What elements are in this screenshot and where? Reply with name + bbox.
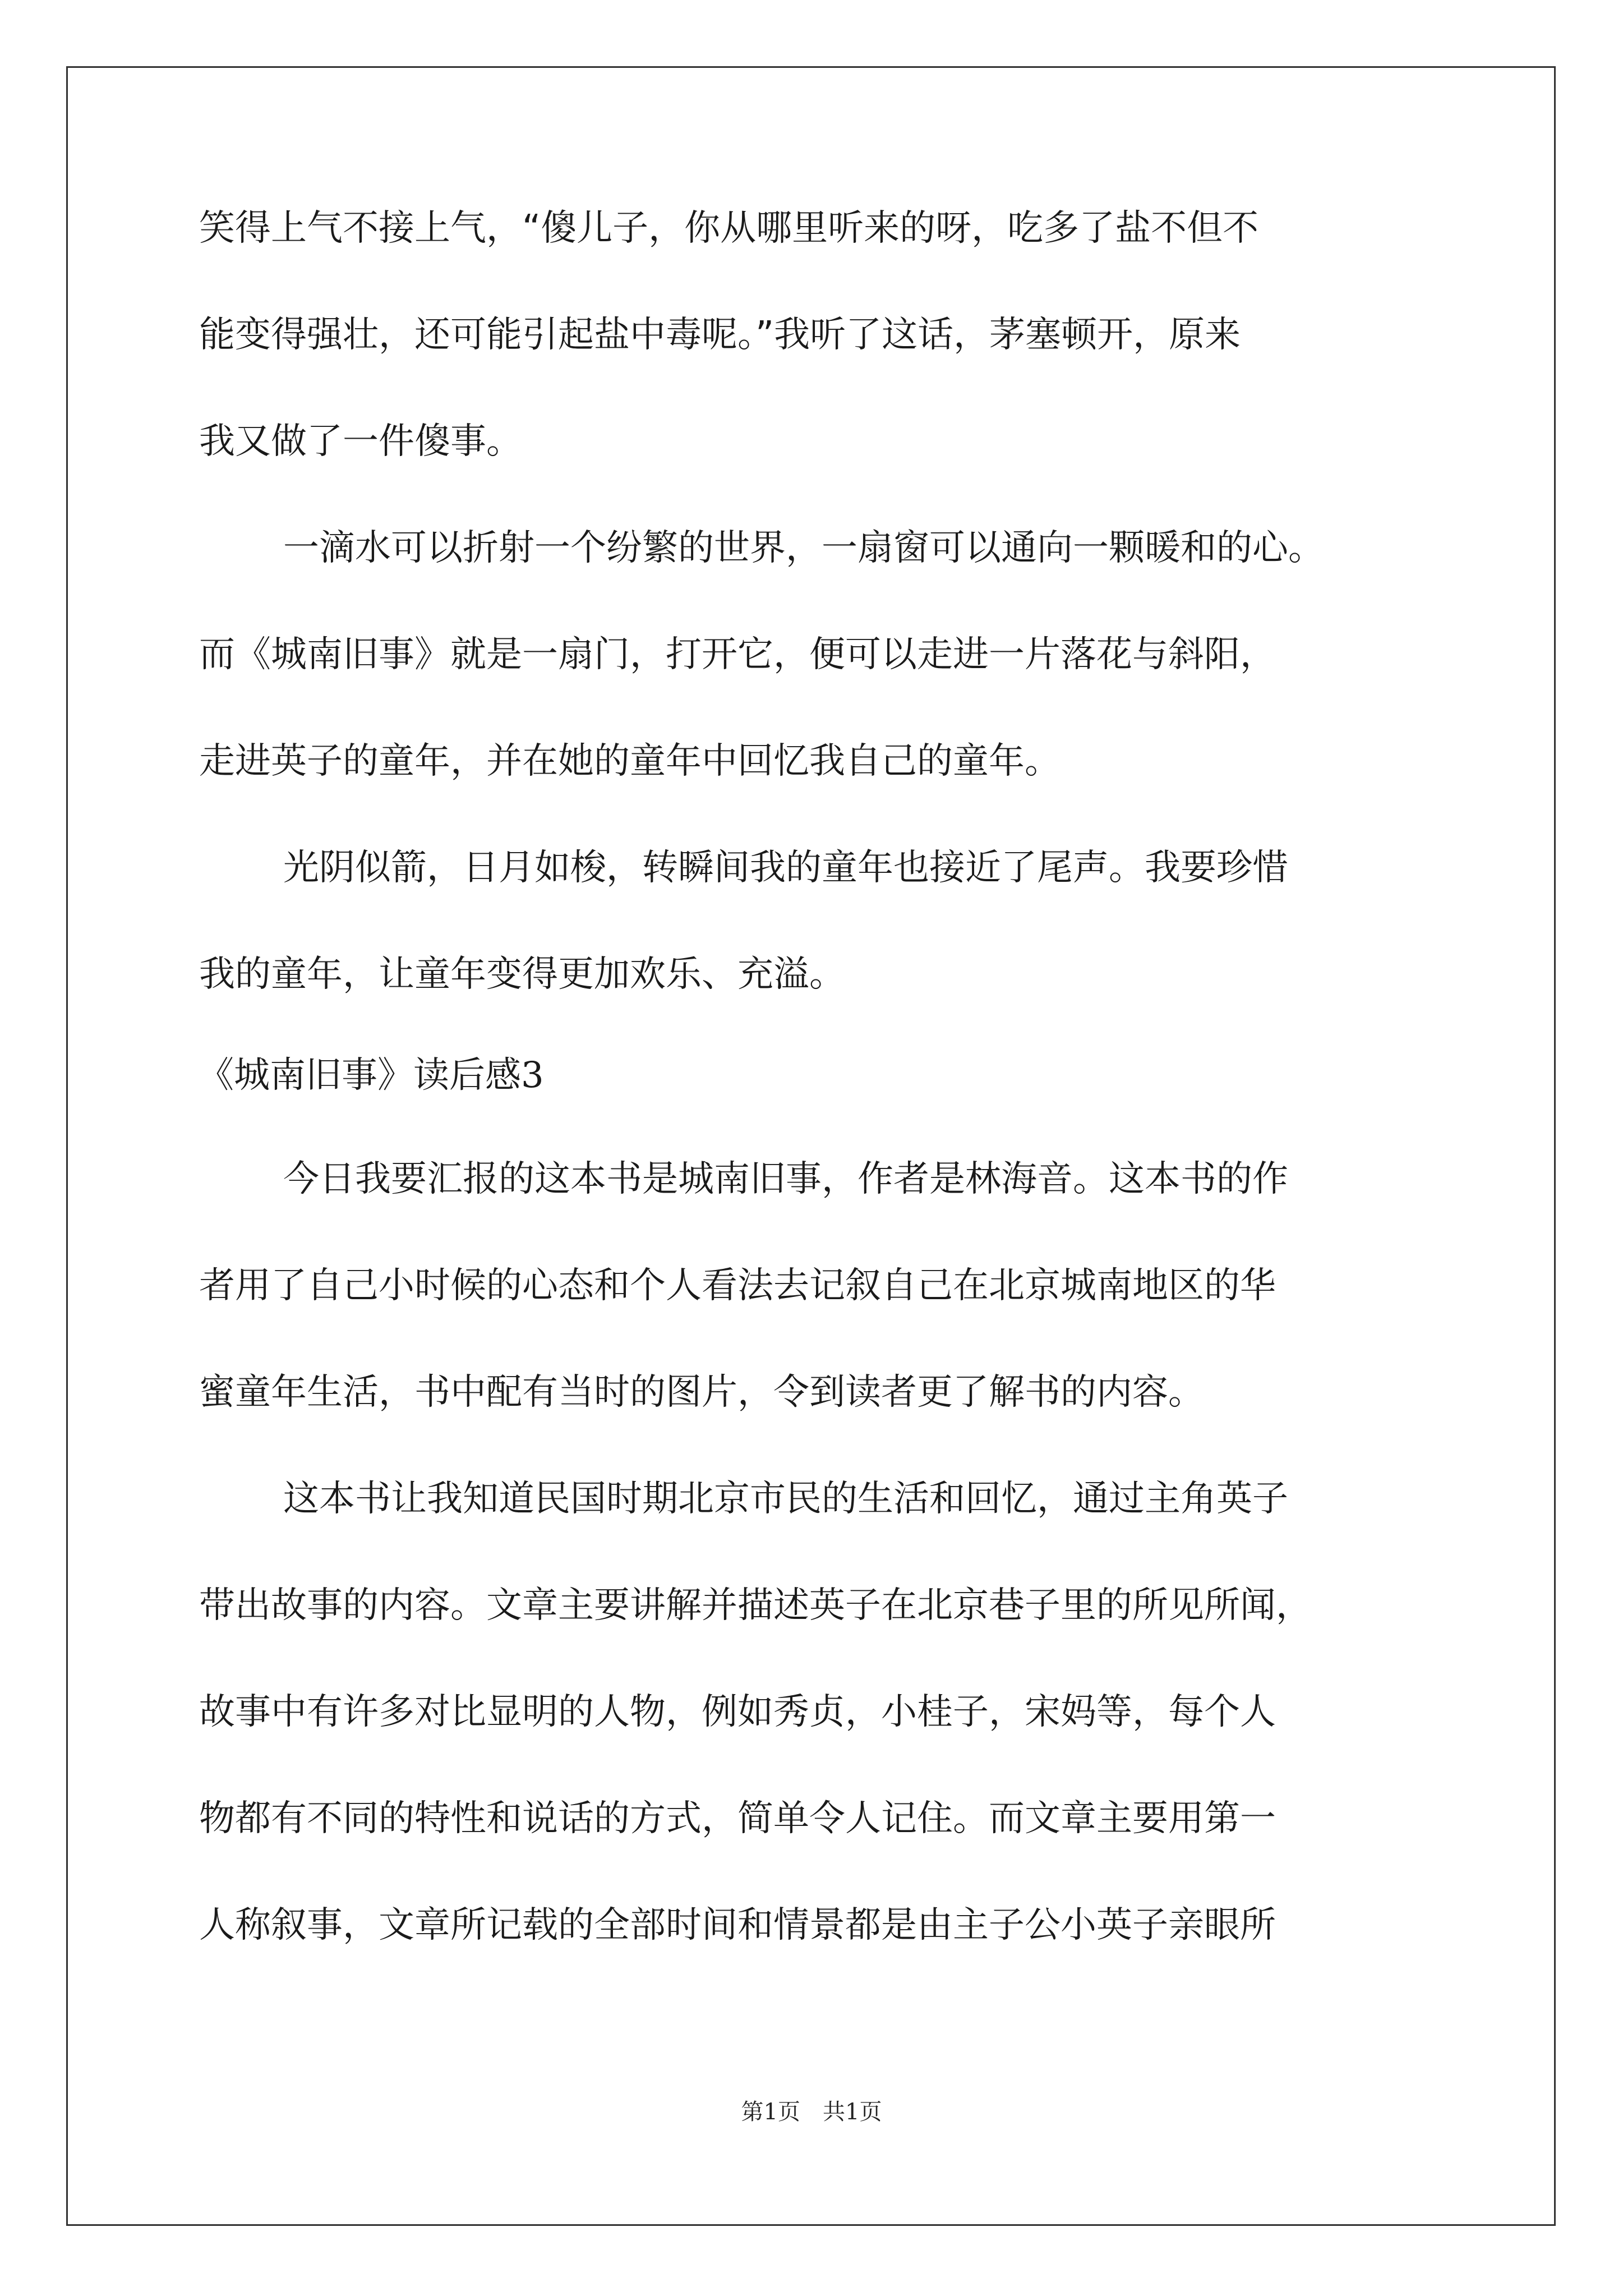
text-line: 带出故事的内容。文章主要讲解并描述英子在北京巷子里的所见所闻， (199, 1585, 1312, 1626)
text-line: 故事中有许多对比显明的人物，例如秀贞，小桂子，宋妈等，每个人 (199, 1691, 1276, 1733)
text-line: 今日我要汇报的这本书是城南旧事，作者是林海音。这本书的作 (283, 1158, 1288, 1200)
text-line: 蜜童年生活，书中配有当时的图片，令到读者更了解书的内容。 (199, 1372, 1204, 1413)
section-heading: 《城南旧事》读后感3 (198, 1055, 544, 1096)
text-line: 者用了自己小时候的心态和个人看法去记叙自己在北京城南地区的华 (199, 1265, 1276, 1306)
text-line: 物都有不同的特性和说话的方式，简单令人记住。而文章主要用第一 (199, 1798, 1276, 1839)
text-line: 走进英子的童年，并在她的童年中回忆我自己的童年。 (199, 740, 1061, 782)
page-border (66, 66, 1556, 2226)
page-number-footer: 第1页 共1页 (741, 2099, 882, 2125)
text-line: 而《城南旧事》就是一扇门，打开它，便可以走进一片落花与斜阳， (199, 634, 1276, 675)
text-line: 笑得上气不接上气，“傻儿子，你从哪里听来的呀，吃多了盐不但不 (199, 208, 1259, 249)
text-line: 光阴似箭，日月如梭，转瞬间我的童年也接近了尾声。我要珍惜 (283, 847, 1288, 889)
text-line: 我又做了一件傻事。 (199, 421, 522, 462)
text-line: 这本书让我知道民国时期北京市民的生活和回忆，通过主角英子 (283, 1478, 1288, 1520)
text-line: 一滴水可以折射一个纷繁的世界，一扇窗可以通向一颗暖和的心。 (283, 527, 1324, 569)
text-line: 我的童年，让童年变得更加欢乐、充溢。 (199, 954, 845, 995)
text-line: 能变得强壮，还可能引起盐中毒呢。”我听了这话，茅塞顿开，原来 (199, 314, 1241, 356)
text-line: 人称叙事，文章所记载的全部时间和情景都是由主子公小英子亲眼所 (199, 1904, 1276, 1946)
